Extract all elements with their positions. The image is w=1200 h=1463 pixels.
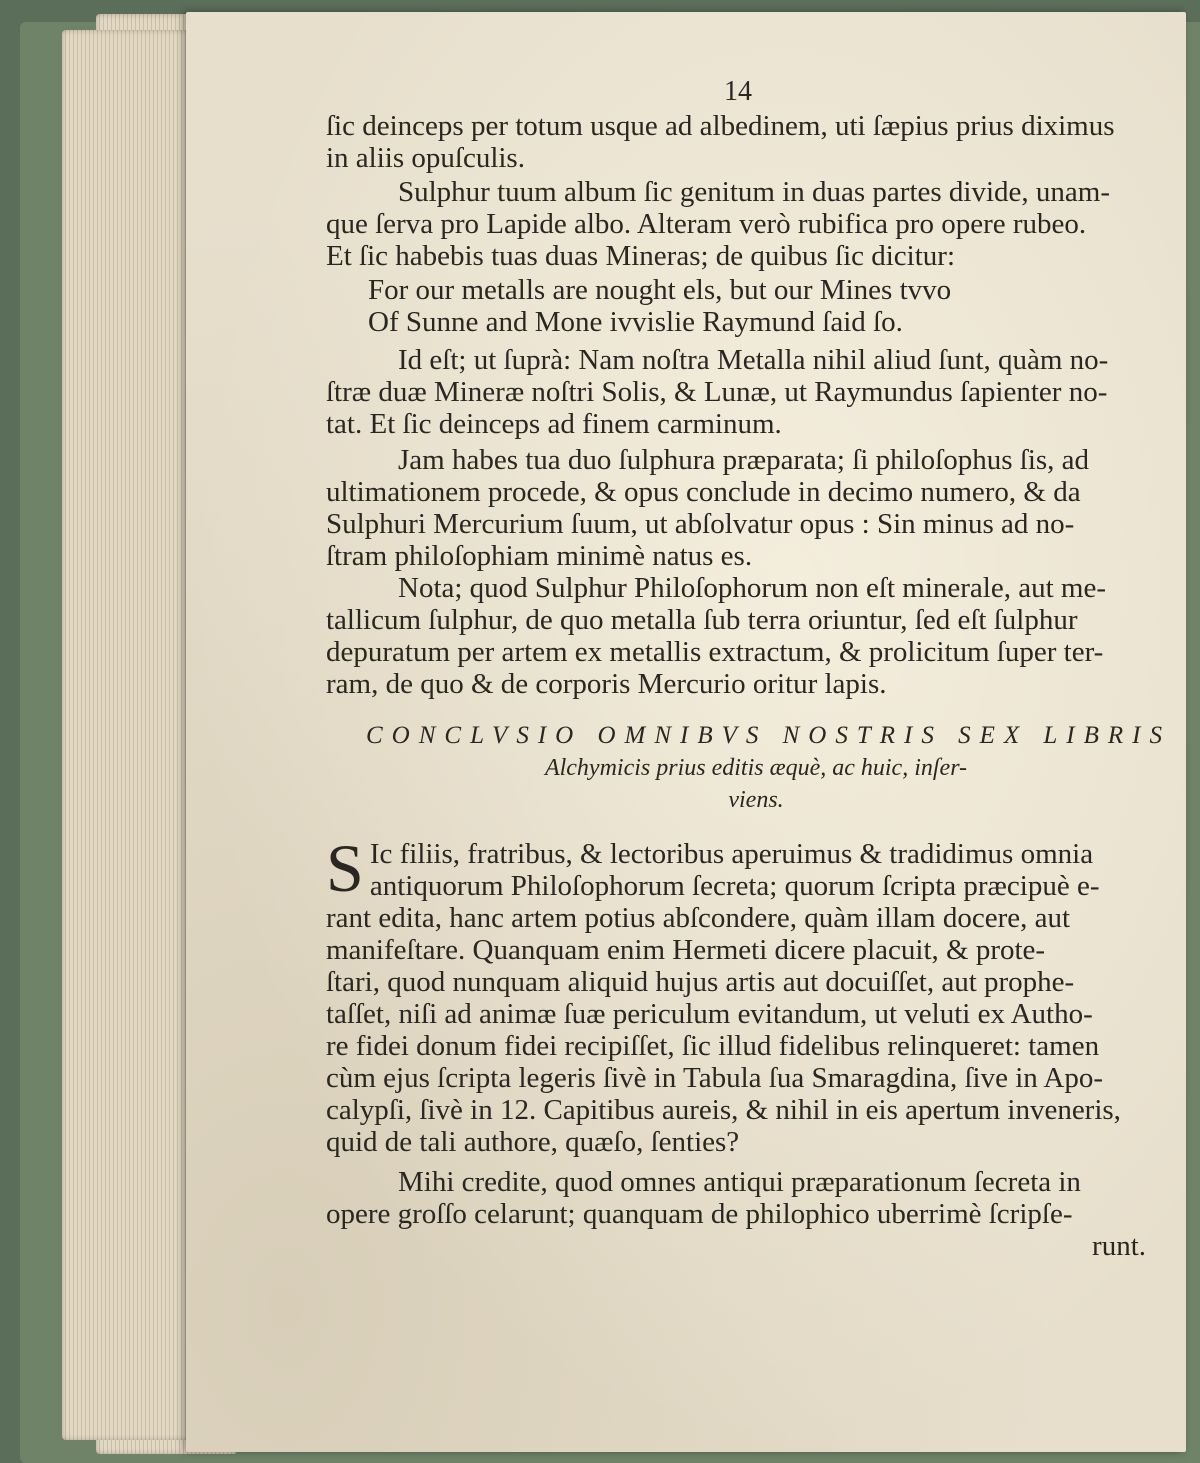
english-verse [368, 274, 951, 338]
text-line: re fidei donum fidei recipiſſet, ſic illud fidelibus relinqueret: tamen [326, 1030, 1100, 1062]
paragraph-5 [326, 572, 1146, 700]
text-line: ſtram philoſophiam minimè natus es. [326, 540, 753, 572]
text-line: in aliis opuſculis. [326, 142, 525, 174]
text-line: depuratum per artem ex metallis extractum, & prolicitum ſuper ter- [326, 636, 1104, 668]
page-edges [62, 30, 202, 1440]
text-line: tallicum ſulphur, de quo metalla ſub terra oriuntur, ſed eſt ſulphur [326, 604, 1078, 636]
paragraph-3 [326, 344, 1146, 440]
text-line: rant edita, hanc artem potius abſcondere, quàm illam docere, aut [326, 902, 1071, 934]
text-line: Jam habes tua duo ſulphura præparata; ſi philoſophus ſis, ad [398, 444, 1090, 476]
text-line: cùm ejus ſcripta legeris ſivè in Tabula ſua Smaragdina, ſive in Apo- [326, 1062, 1104, 1094]
text-line: taſſet, niſi ad animæ ſuæ periculum evitandum, ut veluti ex Autho- [326, 998, 1093, 1030]
text-line: Mihi credite, quod omnes antiqui præparationum ſecreta in [398, 1166, 1081, 1198]
text-line: antiquorum Philoſophorum ſecreta; quorum ſcripta præcipuè e- [369, 870, 1100, 902]
text-line: Sulphuri Mercurium ſuum, ut abſolvatur opus : Sin minus ad no- [326, 508, 1075, 540]
text-line: que ſerva pro Lapide albo. Alteram verò rubifica pro opere rubeo. [326, 208, 1087, 240]
section-heading: CONCLVSIO OMNIBVS NOSTRIS SEX LIBRIS [366, 722, 1171, 749]
paragraph-7 [326, 1166, 1146, 1262]
text-line: runt. [1092, 1230, 1146, 1262]
paragraph-6 [326, 830, 1146, 1158]
text-line: quid de tali authore, quæſo, ſenties? [326, 1126, 740, 1158]
verse-line: Of Sunne and Mone ivvislie Raymund ſaid ſo. [368, 306, 903, 338]
text-line: Ic filiis, fratribus, & lectoribus aperuimus & tradidimus omnia [369, 838, 1094, 870]
text-line: calypſi, ſivè in 12. Capitibus aureis, & nihil in eis apertum inveneris, [326, 1094, 1121, 1126]
subheading-line: Alchymicis prius editis æquè, ac huic, inſer- [544, 755, 968, 781]
drop-cap: S [326, 830, 364, 906]
text-line: Et ſic habebis tuas duas Mineras; de quibus ſic dicitur: [326, 240, 956, 272]
page-number: 14 [724, 76, 752, 107]
text-line: Sulphur tuum album ſic genitum in duas partes divide, unam- [398, 176, 1111, 208]
text-line: ultimationem procede, & opus conclude in decimo numero, & da [326, 476, 1081, 508]
paragraph-2 [326, 176, 1146, 272]
text-line: ſic deinceps per totum usque ad albedinem, uti ſæpius prius diximus [326, 110, 1115, 142]
text-line: ram, de quo & de corporis Mercurio oritur lapis. [326, 668, 887, 700]
text-line: opere groſſo celarunt; quanquam de philophico uberrimè ſcripſe- [326, 1198, 1073, 1230]
verse-line: For our metalls are nought els, but our Mines tvvo [368, 274, 952, 306]
text-line: ſtræ duæ Mineræ noſtri Solis, & Lunæ, ut Raymundus ſapienter no- [326, 376, 1108, 408]
section-subheading [506, 752, 1006, 816]
subheading-line: viens. [728, 787, 784, 813]
text-line: manifeſtare. Quanquam enim Hermeti dicere placuit, & prote- [326, 934, 1046, 966]
paragraph-1 [326, 110, 1146, 174]
paragraph-4 [326, 444, 1146, 572]
text-line: ſtari, quod nunquam aliquid hujus artis aut docuiſſet, aut prophe- [326, 966, 1075, 998]
text-line: tat. Et ſic deinceps ad finem carminum. [326, 408, 782, 440]
text-line: Id eſt; ut ſuprà: Nam noſtra Metalla nihil aliud ſunt, quàm no- [398, 344, 1109, 376]
text-line: Nota; quod Sulphur Philoſophorum non eſt minerale, aut me- [398, 572, 1106, 604]
